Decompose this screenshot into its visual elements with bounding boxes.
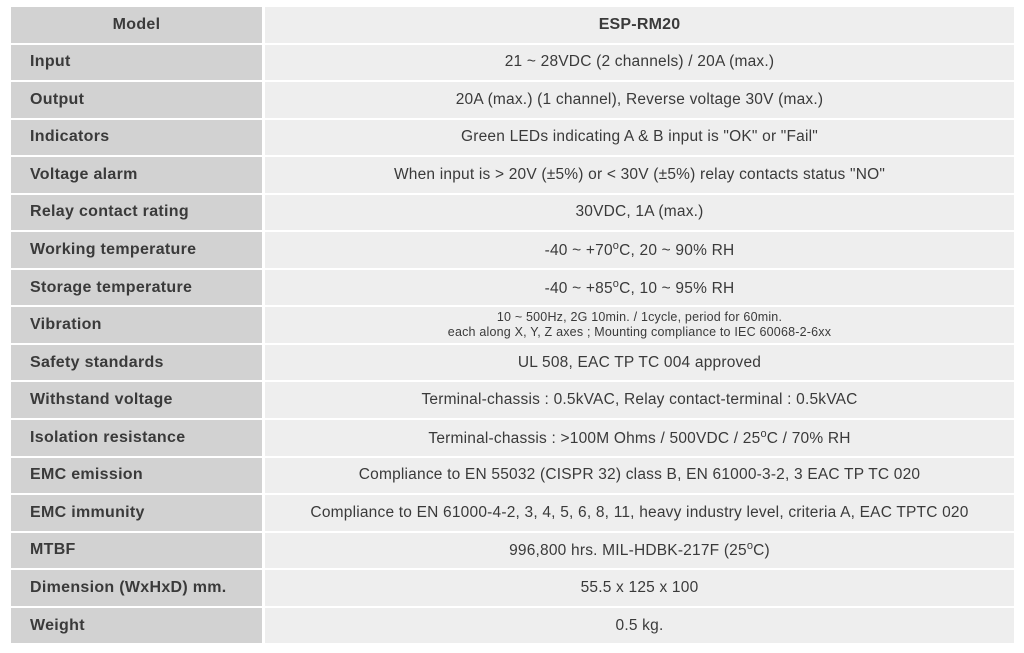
row-value [265,270,1014,306]
table-row [11,345,1014,381]
row-value: Compliance to EN 55032 (CISPR 32) class B, EN 61000-3-2, 3 EAC TP TC 020 [265,458,1014,494]
row-label: Weight [11,608,262,644]
table-row [11,495,1014,531]
value-line-1: 10 ~ 500Hz, 2G 10min. / 1cycle, period for 60min. [496,310,783,325]
spec-table [11,7,1014,645]
row-value [265,420,1014,456]
row-label: Output [11,82,262,118]
table-row [11,570,1014,606]
row-label: Vibration [11,307,262,343]
row-value [265,533,1014,569]
row-value: 21 ~ 28VDC (2 channels) / 20A (max.) [265,45,1014,81]
row-value [265,307,1014,343]
table-row [11,82,1014,118]
table-row [11,45,1014,81]
table-row [11,232,1014,268]
row-label: Relay contact rating [11,195,262,231]
row-value: Green LEDs indicating A & B input is "OK" or "Fail" [265,120,1014,156]
table-row [11,270,1014,306]
header-label: Model [11,7,262,43]
header-value: ESP-RM20 [265,7,1014,43]
value-text: C, 10 ~ 95% RH [619,279,735,297]
table-row [11,458,1014,494]
degree-symbol: o [612,240,620,253]
table-row [11,120,1014,156]
value-text: C, 20 ~ 90% RH [619,242,735,260]
value-text: C / 70% RH [766,429,851,447]
row-label: Withstand voltage [11,382,262,418]
degree-symbol: o [760,427,767,440]
table-row [11,157,1014,193]
row-value: Compliance to EN 61000-4-2, 3, 4, 5, 6, 8, 11, heavy industry level, criteria A, EAC TPTC 020 [265,495,1014,531]
row-label: Dimension (WxHxD) mm. [11,570,262,606]
value-text: Terminal-chassis : >100M Ohms / 500VDC / 25 [428,429,761,447]
row-value: When input is > 20V (±5%) or < 30V (±5%) relay contacts status "NO" [265,157,1014,193]
row-label: Voltage alarm [11,157,262,193]
row-label: Input [11,45,262,81]
row-label: Indicators [11,120,262,156]
row-label: Safety standards [11,345,262,381]
row-label: EMC immunity [11,495,262,531]
value-text: -40 ~ +70 [544,242,613,260]
row-label: EMC emission [11,458,262,494]
row-label: Working temperature [11,232,262,268]
row-value: Terminal-chassis : 0.5kVAC, Relay contact-terminal : 0.5kVAC [265,382,1014,418]
table-row [11,533,1014,569]
row-label: Isolation resistance [11,420,262,456]
table-row [11,382,1014,418]
row-value: UL 508, EAC TP TC 004 approved [265,345,1014,381]
row-value: 55.5 x 125 x 100 [265,570,1014,606]
table-header-row [11,7,1014,43]
table-row [11,195,1014,231]
degree-symbol: o [746,540,754,553]
value-text: -40 ~ +85 [544,279,613,297]
row-label: Storage temperature [11,270,262,306]
value-line-2: each along X, Y, Z axes ; Mounting compliance to IEC 60068-2-6xx [447,325,832,340]
row-value: 0.5 kg. [265,608,1014,644]
value-text: 996,800 hrs. MIL-HDBK-217F (25 [509,542,747,560]
degree-symbol: o [612,277,620,290]
table-row [11,608,1014,644]
row-value: 30VDC, 1A (max.) [265,195,1014,231]
row-label: MTBF [11,533,262,569]
row-value: 20A (max.) (1 channel), Reverse voltage 30V (max.) [265,82,1014,118]
value-text: C) [753,542,770,560]
row-value [265,232,1014,268]
table-row [11,307,1014,343]
table-row [11,420,1014,456]
